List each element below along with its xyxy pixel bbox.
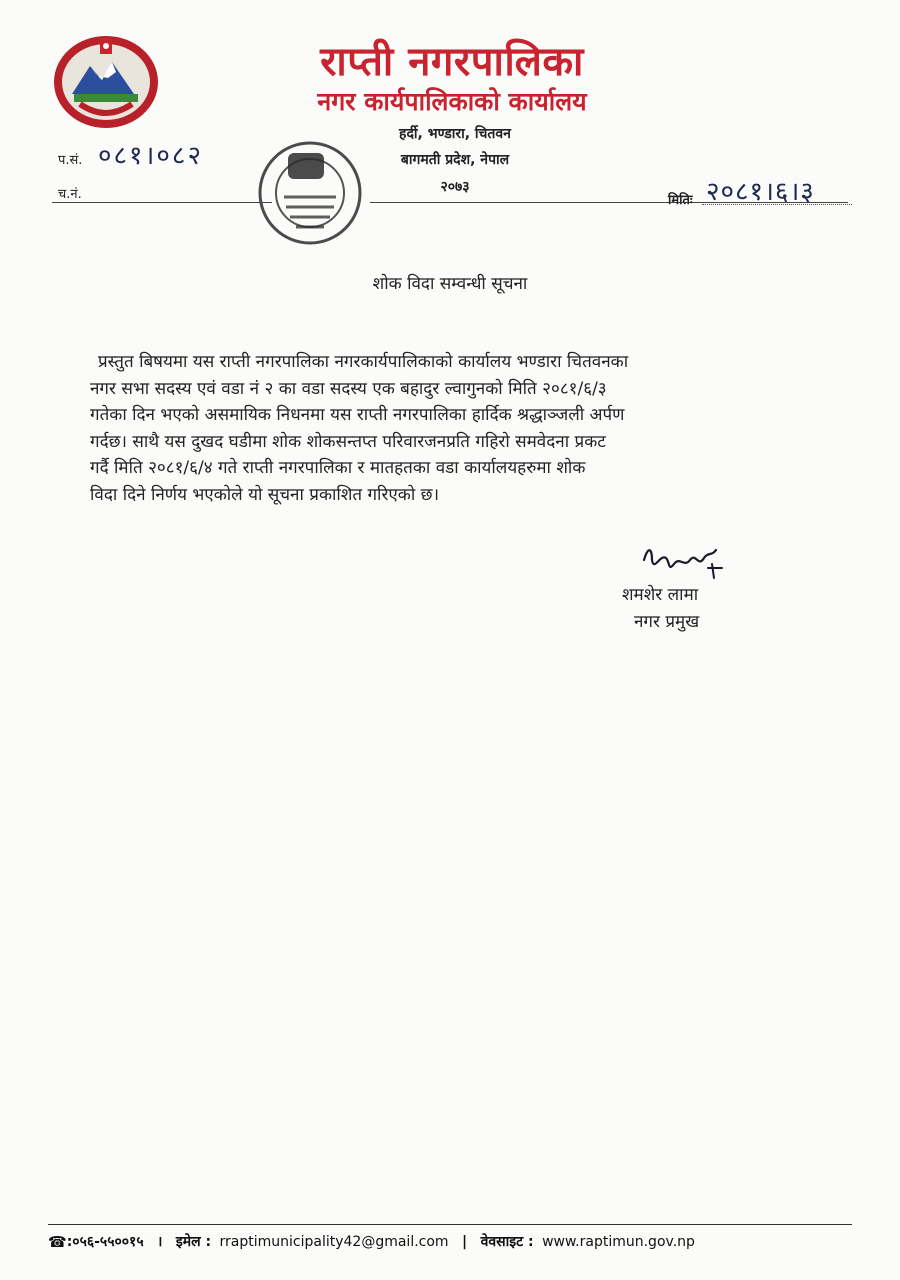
footer-website[interactable]: www.raptimun.gov.np [542, 1233, 695, 1250]
notice-subject: शोक विदा सम्वन्धी सूचना [372, 274, 528, 294]
ref-number-value: ०८१।०८२ [98, 141, 203, 171]
signatory-name: शमशेर लामा [622, 585, 699, 605]
dispatch-number-label: च.नं. [58, 187, 82, 202]
footer-rule [48, 1224, 852, 1225]
footer-phone: :०५६-५५००१५ [66, 1234, 144, 1250]
body-line: गर्दछ। साथै यस दुखद घडीमा शोक शोकसन्तप्त परिवारजनप्रति गहिरो समवेदना प्रकट [90, 431, 606, 452]
body-line: गतेका दिन भएको असमायिक निधनमा यस राप्ती नगरपालिका हार्दिक श्रद्धाञ्जली अर्पण [90, 405, 625, 425]
header-rule-left [52, 202, 272, 203]
address-line-1: हर्दी, भण्डारा, चितवन [399, 126, 511, 142]
office-name: नगर कार्यपालिकाको कार्यालय [317, 87, 587, 116]
body-line: विदा दिने निर्णय भएकोले यो सूचना प्रकाशित गरिएको छ। [90, 484, 440, 505]
footer-separator: | [462, 1233, 468, 1250]
body-line: गर्दै मिति २०८१/६/४ गते राप्ती नगरपालिका र मातहतका वडा कार्यालयहरुमा शोक [90, 458, 586, 478]
body-line: नगर सभा सदस्य एवं वडा नं २ का वडा सदस्य एक बहादुर ल्वागुनको मिति २०८१/६/३ [90, 378, 607, 399]
footer-website-label: वेवसाइट : [480, 1234, 534, 1250]
footer-email-label: इमेल : [175, 1234, 212, 1250]
notice-body [90, 349, 812, 508]
handwritten-signature-icon [638, 538, 728, 588]
nepal-emblem-icon [50, 32, 162, 132]
signatory-title: नगर प्रमुख [634, 612, 700, 632]
office-stamp-icon [254, 137, 366, 249]
footer-contact [48, 1232, 852, 1251]
date-value: २०८१।६।३ [706, 177, 815, 207]
phone-icon: ☎ [48, 1232, 67, 1251]
org-name: राप्ती नगरपालिका [320, 39, 584, 85]
footer-separator: । [157, 1234, 163, 1250]
footer-email[interactable]: rraptimunicipality42@gmail.com [219, 1233, 449, 1250]
date-label: मितिः [668, 193, 693, 208]
date-dotted-line [702, 204, 852, 205]
address-line-2: बागमती प्रदेश, नेपाल [400, 152, 510, 168]
established-year: २०७३ [440, 179, 470, 195]
body-line: प्रस्तुत बिषयमा यस राप्ती नगरपालिका नगरकार्यपालिकाको कार्यालय भण्डारा चितवनका [98, 352, 629, 372]
ref-number-label: प.सं. [58, 153, 83, 168]
